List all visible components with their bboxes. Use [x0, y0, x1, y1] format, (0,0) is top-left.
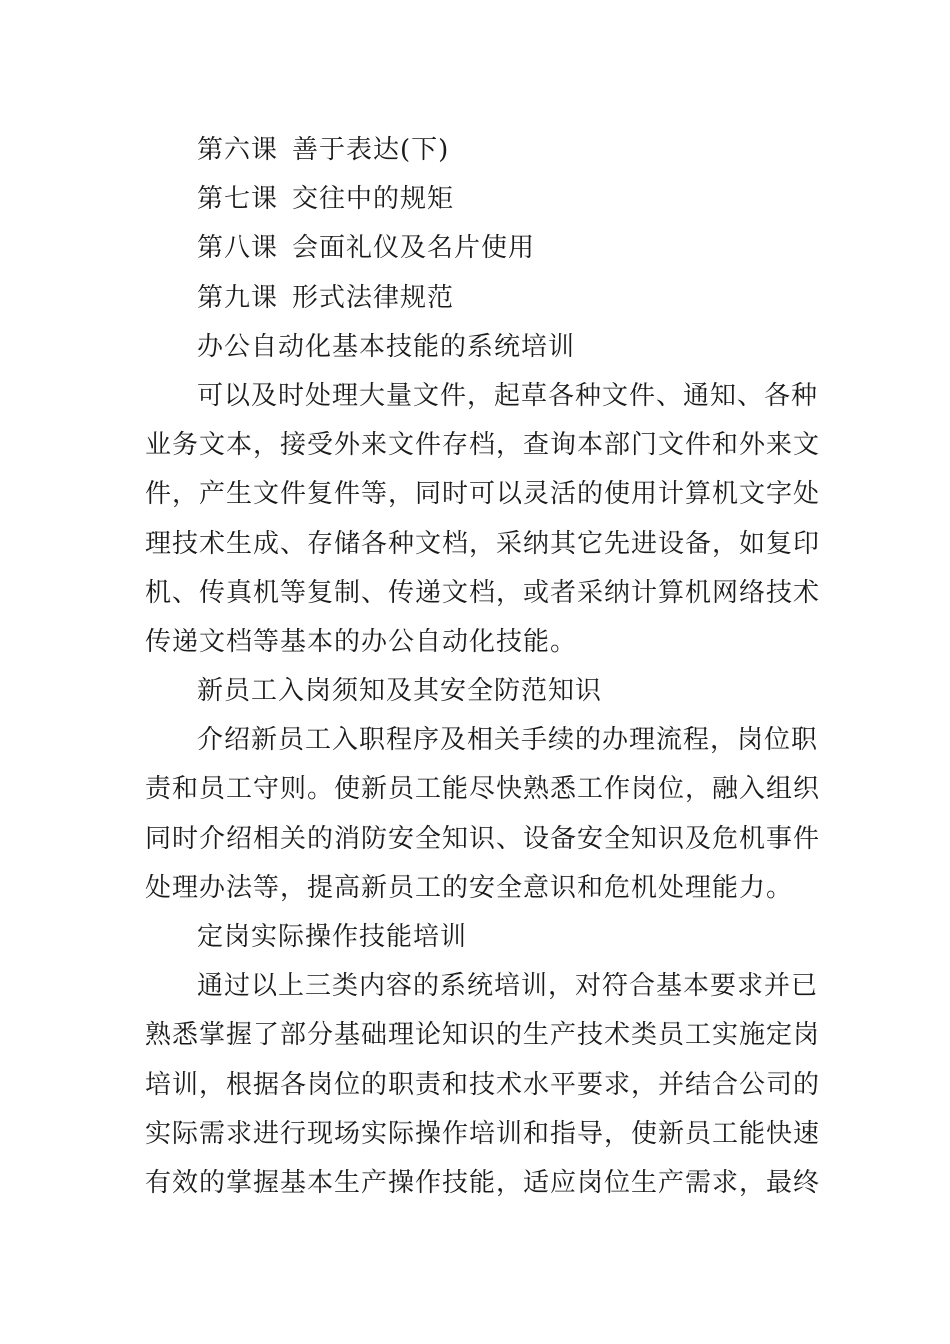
paragraph-line: 通过以上三类内容的系统培训，对符合基本要求并已 — [197, 971, 819, 1002]
lesson-number: 第九课 — [197, 282, 279, 313]
paragraph-line: 件，产生文件复件等，同时可以灵活的使用计算机文字处 — [145, 479, 821, 510]
section-heading-office-automation: 办公自动化基本技能的系统培训 — [197, 331, 576, 362]
paragraph-line: 业务文本，接受外来文件存档，查询本部门文件和外来文 — [145, 430, 821, 461]
paragraph-line: 实际需求进行现场实际操作培训和指导，使新员工能快速 — [145, 1118, 821, 1149]
section-heading-safety: 新员工入岗须知及其安全防范知识 — [197, 676, 603, 707]
paragraph-line: 机、传真机等复制、传递文档，或者采纳计算机网络技术 — [145, 577, 821, 608]
paragraph-line: 处理办法等，提高新员工的安全意识和危机处理能力。 — [145, 872, 794, 903]
lesson-line-8 — [145, 224, 810, 273]
paragraph-line: 可以及时处理大量文件，起草各种文件、通知、各种 — [197, 380, 819, 411]
lesson-line-7 — [145, 175, 810, 224]
lesson-number: 第七课 — [197, 184, 279, 215]
paragraph-line: 传递文档等基本的办公自动化技能。 — [145, 626, 578, 657]
lesson-line-9 — [145, 274, 810, 323]
document-body — [145, 126, 821, 1208]
section-heading-on-job-training: 定岗实际操作技能培训 — [197, 922, 468, 952]
lesson-number: 第八课 — [197, 233, 279, 264]
paragraph-line: 责和员工守则。使新员工能尽快熟悉工作岗位，融入组织 — [145, 774, 821, 805]
lesson-title: 形式法律规范 — [292, 282, 455, 313]
paragraph-line: 熟悉掌握了部分基础理论知识的生产技术类员工实施定岗 — [145, 1020, 821, 1051]
paragraph-line: 理技术生成、存储各种文档，采纳其它先进设备，如复印 — [145, 528, 821, 559]
paragraph-line: 介绍新员工入职程序及相关手续的办理流程，岗位职 — [197, 725, 819, 756]
lesson-line-6 — [145, 126, 810, 175]
lesson-title: 会面礼仪及名片使用 — [292, 233, 536, 264]
paragraph-line: 同时介绍相关的消防安全知识、设备安全知识及危机事件 — [145, 823, 821, 854]
paragraph-line: 有效的掌握基本生产操作技能，适应岗位生产需求，最终 — [145, 1167, 821, 1198]
lesson-title: 交往中的规矩 — [292, 184, 455, 215]
paragraph-line: 培训，根据各岗位的职责和技术水平要求，并结合公司的 — [145, 1069, 821, 1100]
lesson-number: 第六课 — [197, 135, 279, 165]
lesson-title: 善于表达(下) — [292, 135, 450, 165]
